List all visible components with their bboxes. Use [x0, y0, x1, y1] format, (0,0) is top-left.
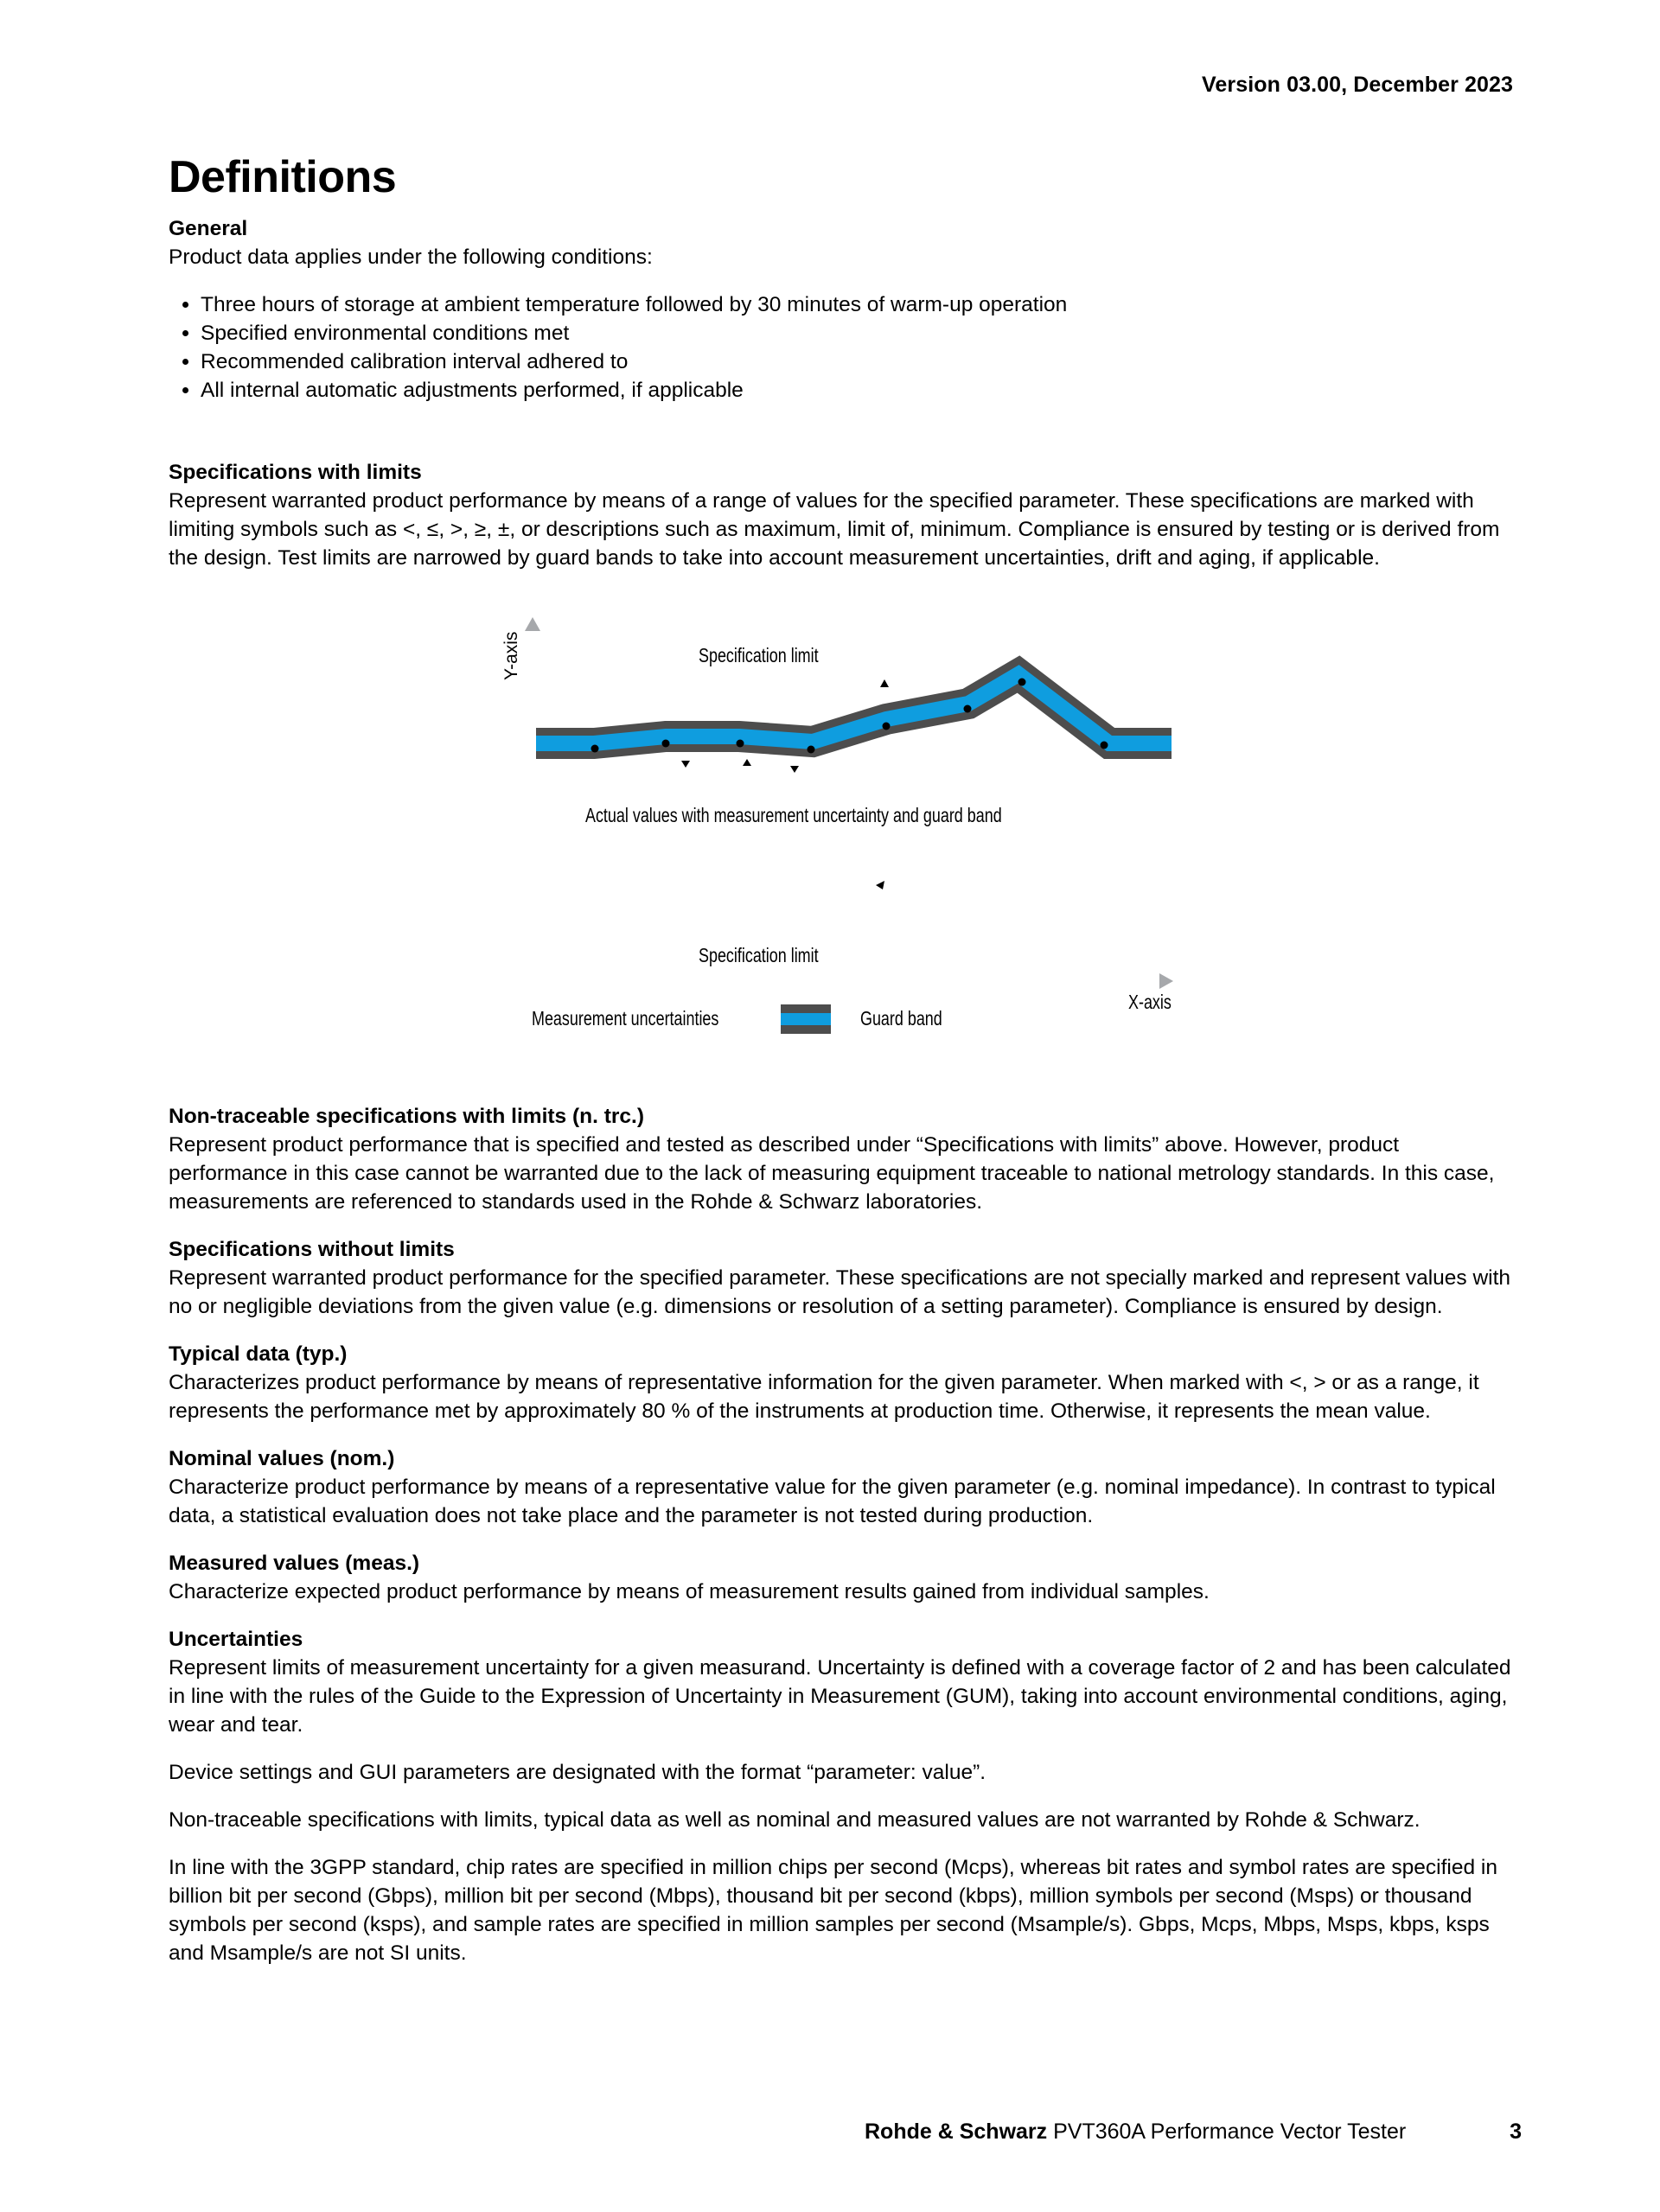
footer-title [865, 2120, 1406, 2145]
section-typical-data [169, 1340, 1517, 1425]
section-title: Typical data (typ.) [169, 1342, 348, 1366]
section-body: Characterize product performance by means of a representative value for the given parameter (e.g. nominal impedance). In contrast to typical data, a statistical evaluation does not take place and the parameter is not tested during production. [169, 1476, 1496, 1527]
page-content [169, 147, 1517, 1967]
section-title: Nominal values (nom.) [169, 1447, 395, 1470]
page-number: 3 [1510, 2120, 1522, 2144]
section-measured-values [169, 1549, 1517, 1606]
conditions-list [169, 290, 1517, 405]
note-device-settings: Device settings and GUI parameters are designated with the format “parameter: value”. [169, 1761, 986, 1784]
section-nominal-values [169, 1444, 1517, 1530]
section-body: Represent warranted product performance by means of a range of values for the specified parameter. These specifications are marked with limiting symbols such as <, ≤, >, ≥, ±, or descriptions such as maximum, limit of, minimum. Compliance is ensured by testing or is derived from the design. Test limits are narrowed by guard bands to take into account measurement uncertainties, drift and aging, if applicable. [169, 489, 1500, 570]
section-body: Characterizes product performance by means of representative information for the given parameter. When marked with <, > or as a range, it represents the performance met by approximately 80 % of the instruments at production time. Otherwise, it represents the mean value. [169, 1371, 1479, 1423]
section-title: Uncertainties [169, 1628, 303, 1651]
list-item: • All internal automatic adjustments performed, if applicable [201, 376, 1517, 405]
footer-product: PVT360A Performance Vector Tester [1047, 2120, 1407, 2144]
section-general [169, 214, 1517, 405]
note-3gpp-units: In line with the 3GPP standard, chip rates are specified in million chips per second (Mcps), whereas bit rates and symbol rates are specified in billion bit per second (Gbps), million bit per second (Mbps), thousand bit per second (kbps), million symbols per second (Msps) or thousand symbols per second (ksps), and sample rates are specified in million samples per second (Msample/s). Gbps, Mcps, Mbps, Msps, kbps, ksps and Msample/s are not SI units. [169, 1856, 1497, 1965]
section-title: Non-traceable specifications with limits (n. trc.) [169, 1105, 644, 1128]
x-axis-arrow-icon [1159, 973, 1173, 989]
legend-measurement-uncertainties: Measurement uncertainties [532, 1007, 719, 1030]
section-title: General [169, 217, 248, 240]
list-item: • Three hours of storage at ambient temperature followed by 30 minutes of warm-up operation [201, 290, 1517, 319]
legend-swatch [781, 1004, 831, 1034]
y-axis-arrow-icon [525, 617, 540, 631]
section-body: Represent warranted product performance for the specified parameter. These specifications are not specially marked and represent values with no or negligible deviations from the given value (e.g. dimensions or resolution of a setting parameter). Compliance is ensured by design. [169, 1266, 1511, 1318]
section-body: Characterize expected product performance by means of measurement results gained from individual samples. [169, 1580, 1210, 1603]
document-version: Version 03.00, December 2023 [1202, 73, 1513, 97]
x-axis-label: X-axis [1128, 991, 1172, 1013]
definition-sections [169, 1102, 1517, 1967]
guard-band-diagram [169, 572, 1517, 1069]
section-intro: Product data applies under the following conditions: [169, 245, 653, 269]
upper-spec-limit-label: Specification limit [699, 644, 819, 666]
lower-spec-limit-label: Specification limit [699, 944, 819, 966]
section-title: Specifications with limits [169, 461, 422, 484]
section-body: Represent limits of measurement uncertainty for a given measurand. Uncertainty is defined with a coverage factor of 2 and has been calculated in line with the rules of the Guide to the Expression of Uncertainty in Measurement (GUM), taking into account environmental conditions, aging, wear and tear. [169, 1656, 1511, 1737]
section-uncertainties [169, 1625, 1517, 1739]
y-axis-label: Y-axis [501, 631, 521, 680]
section-spec-without-limits [169, 1235, 1517, 1321]
section-non-traceable [169, 1102, 1517, 1216]
page-title: Definitions [169, 152, 397, 202]
legend-guard-band: Guard band [860, 1007, 942, 1030]
footer-brand: Rohde & Schwarz [865, 2120, 1048, 2144]
band-caption: Actual values with measurement uncertainty and guard band [585, 804, 1002, 826]
note-warranty: Non-traceable specifications with limits, typical data as well as nominal and measured values are not warranted by Rohde & Schwarz. [169, 1808, 1421, 1832]
list-item: • Recommended calibration interval adhered to [201, 347, 1517, 376]
section-title: Specifications without limits [169, 1238, 455, 1261]
list-item: • Specified environmental conditions met [201, 319, 1517, 347]
section-title: Measured values (meas.) [169, 1552, 420, 1575]
section-spec-with-limits [169, 458, 1517, 572]
page-footer [865, 2120, 1522, 2145]
marker-triangles [681, 679, 889, 889]
section-body: Represent product performance that is specified and tested as described under “Specifications with limits” above. However, product performance in this case cannot be warranted due to the lack of measuring equipment traceable to national metrology standards. In this case, measurements are referenced to standards used in the Rohde & Schwarz laboratories. [169, 1133, 1495, 1214]
